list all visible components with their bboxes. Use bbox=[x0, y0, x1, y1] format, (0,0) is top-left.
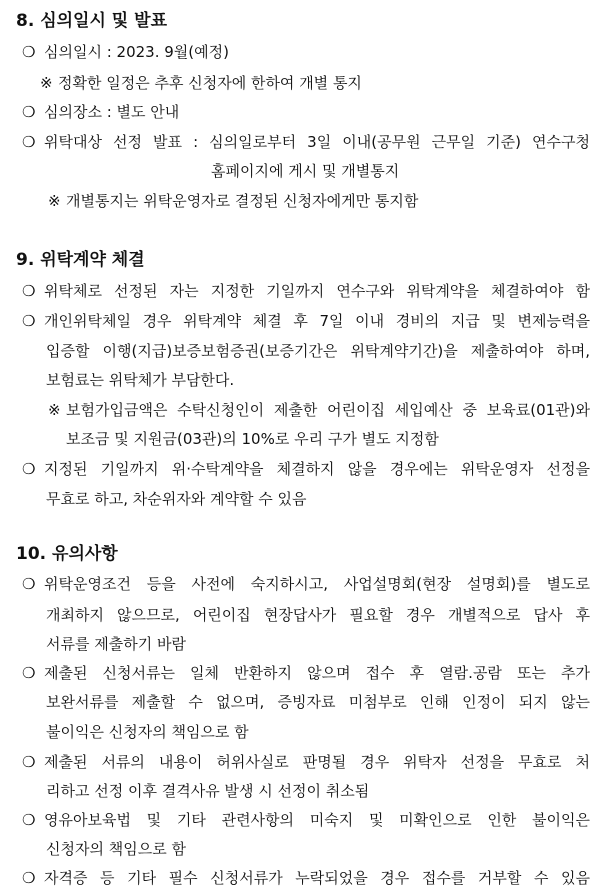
list-item bbox=[22, 809, 590, 831]
circle-bullet-icon: ❍ bbox=[22, 664, 36, 682]
circle-bullet-icon: ❍ bbox=[22, 575, 36, 593]
item-text: 제출된 서류의 내용이 허위사실로 판명될 경우 위탁자 선정을 무효로 처 bbox=[44, 753, 590, 771]
list-item bbox=[22, 458, 590, 480]
item-continuation: 무효로 하고, 차순위자와 계약할 수 있음 bbox=[46, 490, 307, 508]
circle-bullet-icon: ❍ bbox=[22, 133, 36, 151]
reference-mark-icon: ※ bbox=[48, 192, 61, 210]
item-continuation: 서류를 제출하기 바람 bbox=[46, 635, 186, 653]
item-text: 개인위탁체일 경우 위탁계약 체결 후 7일 이내 경비의 지급 및 변제능력을 bbox=[44, 312, 590, 330]
item-text: 제출된 신청서류는 일체 반환하지 않으며 접수 후 열람.공람 또는 추가 bbox=[44, 664, 590, 682]
list-item bbox=[22, 41, 229, 63]
circle-bullet-icon: ❍ bbox=[22, 43, 36, 61]
section-9-heading: 9. 위탁계약 체결 bbox=[16, 250, 145, 270]
section-10-heading: 10. 유의사항 bbox=[16, 544, 118, 564]
circle-bullet-icon: ❍ bbox=[22, 753, 36, 771]
item-continuation: 보험료는 위탁체가 부담한다. bbox=[46, 371, 235, 389]
item-text: 위탁운영조건 등을 사전에 숙지하시고, 사업설명회(현장 설명회)를 별도로 bbox=[44, 575, 590, 593]
circle-bullet-icon: ❍ bbox=[22, 869, 36, 887]
circle-bullet-icon: ❍ bbox=[22, 282, 36, 300]
item-text: 위탁대상 선정 발표 : 심의일로부터 3일 이내(공무원 근무일 기준) 연수구청 bbox=[44, 133, 590, 151]
item-continuation: 홈페이지에 게시 및 개별통지 bbox=[211, 162, 400, 180]
item-text: 영유아보육법 및 기타 관련사항의 미숙지 및 미확인으로 인한 불이익은 bbox=[44, 811, 590, 829]
circle-bullet-icon: ❍ bbox=[22, 460, 36, 478]
item-continuation: 보완서류를 제출할 수 없으며, 증빙자료 미첨부로 인해 인정이 되지 않는 bbox=[46, 693, 590, 711]
item-text: 심의일시 : 2023. 9월(예정) bbox=[44, 43, 229, 61]
reference-mark-icon: ※ bbox=[40, 74, 53, 92]
reference-mark-icon: ※ bbox=[48, 401, 61, 419]
note-continuation: 보조금 및 지원금(03관)의 10%로 우리 구가 별도 지정함 bbox=[66, 430, 439, 448]
circle-bullet-icon: ❍ bbox=[22, 811, 36, 829]
list-item bbox=[22, 662, 590, 684]
item-text: 위탁체로 선정된 자는 지정한 기일까지 연수구와 위탁계약을 체결하여야 함 bbox=[44, 282, 590, 300]
section-8-heading: 8. 심의일시 및 발표 bbox=[16, 11, 167, 31]
item-text: 지정된 기일까지 위·수탁계약을 체결하지 않을 경우에는 위탁운영자 선정을 bbox=[44, 460, 590, 478]
item-text: 개별통지는 위탁운영자로 결정된 신청자에게만 통지함 bbox=[66, 192, 419, 210]
item-continuation: 신청자의 책임으로 함 bbox=[46, 840, 186, 858]
list-item bbox=[22, 101, 179, 123]
list-item bbox=[22, 573, 590, 595]
note-item bbox=[48, 190, 418, 212]
item-text: 정확한 일정은 추후 신청자에 한하여 개별 통지 bbox=[58, 74, 362, 92]
item-continuation: 개최하지 않으므로, 어린이집 현장답사가 필요할 경우 개별적으로 답사 후 bbox=[46, 606, 590, 624]
list-item bbox=[22, 310, 590, 332]
circle-bullet-icon: ❍ bbox=[22, 312, 36, 330]
note-item bbox=[40, 72, 362, 94]
list-item bbox=[22, 131, 590, 153]
item-text: 심의장소 : 별도 안내 bbox=[44, 103, 180, 121]
item-continuation: 입증할 이행(지급)보증보험증권(보증기간은 위탁계약기간)을 제출하여야 하며, bbox=[46, 342, 590, 360]
item-text: 보험가입금액은 수탁신청인이 제출한 어린이집 세입예산 중 보육료(01관)와 bbox=[66, 401, 590, 419]
note-item bbox=[48, 399, 590, 421]
item-text: 자격증 등 기타 필수 신청서류가 누락되었을 경우 접수를 거부할 수 있음 bbox=[44, 869, 590, 887]
list-item bbox=[22, 751, 590, 773]
list-item bbox=[22, 867, 590, 889]
circle-bullet-icon: ❍ bbox=[22, 103, 36, 121]
list-item bbox=[22, 280, 590, 302]
item-continuation: 리하고 선정 이후 결격사유 발생 시 선정이 취소됨 bbox=[46, 782, 370, 800]
item-continuation: 불이익은 신청자의 책임으로 함 bbox=[46, 723, 249, 741]
